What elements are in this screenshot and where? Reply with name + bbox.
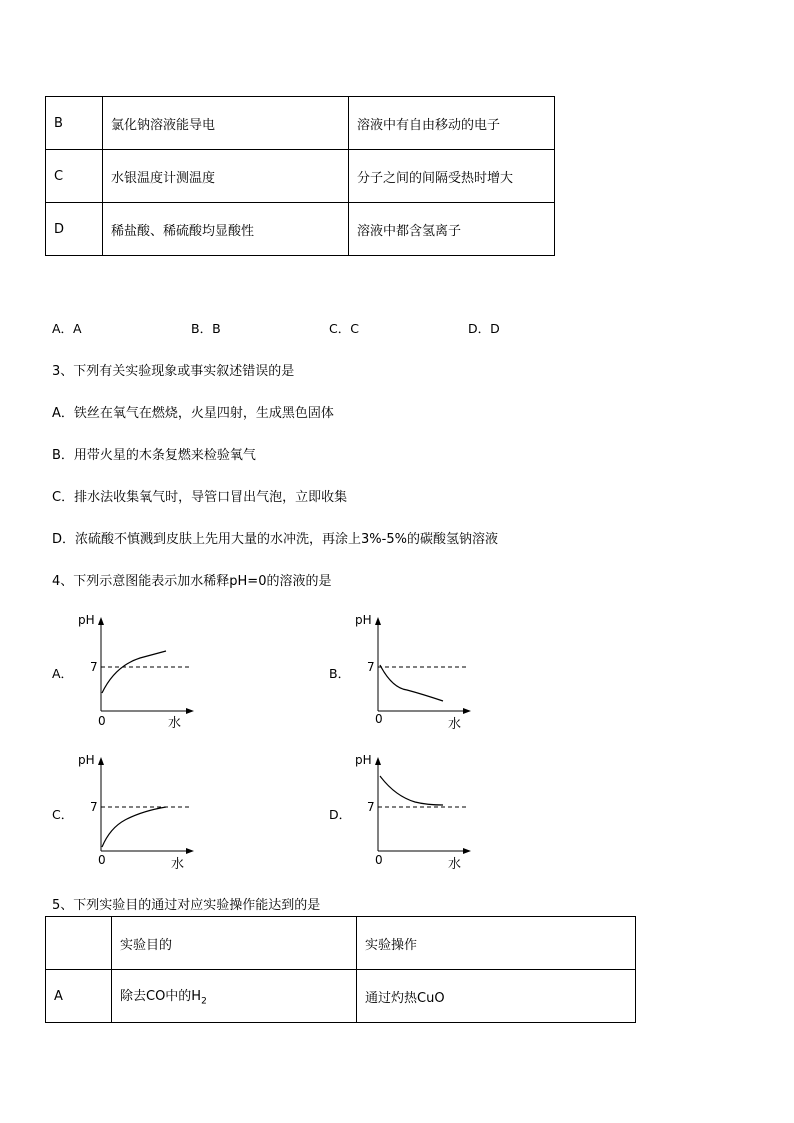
q3-option-d: D．浓硫酸不慎溅到皮肤上先用大量的水冲洗，再涂上3%-5%的碳酸氢钠溶液 <box>52 532 498 547</box>
ph-curve <box>102 651 166 693</box>
question-table-5 <box>45 916 636 1023</box>
question-table-1 <box>45 96 555 256</box>
ph-graph-a <box>70 608 200 733</box>
operation-cell: 通过灼热CuO <box>357 970 636 1023</box>
row-label: A <box>46 970 112 1023</box>
table-row <box>46 970 636 1023</box>
row-label: B <box>46 97 103 150</box>
ph-curve <box>380 776 443 805</box>
q5-stem: 5、下列实验目的通过对应实验操作能达到的是 <box>52 898 321 913</box>
q2-option-c: C．C <box>329 321 359 336</box>
purpose-cell <box>112 970 357 1023</box>
subscript-2: 2 <box>201 996 207 1007</box>
y-axis-arrow <box>98 757 104 765</box>
origin-label: 0 <box>98 853 106 867</box>
x-axis-arrow <box>186 848 194 854</box>
x-axis-label: 水 <box>448 717 462 732</box>
table-header-row <box>46 917 636 970</box>
header-cell-operation: 实验操作 <box>357 917 636 970</box>
q4-option-c-label: C． <box>52 807 74 822</box>
origin-label: 0 <box>375 853 383 867</box>
q3-option-c: C．排水法收集氧气时，导管口冒出气泡，立即收集 <box>52 490 348 505</box>
x-axis-arrow <box>463 848 471 854</box>
x-axis-label: 水 <box>168 716 182 731</box>
origin-label: 0 <box>375 712 383 726</box>
origin-label: 0 <box>98 714 106 728</box>
q4-option-b-label: B． <box>329 666 351 681</box>
y-axis-label: pH <box>78 613 95 627</box>
ref-line-label: 7 <box>367 660 375 674</box>
y-axis-label: pH <box>355 753 372 767</box>
q3-stem: 3、下列有关实验现象或事实叙述错误的是 <box>52 364 295 379</box>
ref-line-label: 7 <box>90 800 98 814</box>
q2-option-a: A．A <box>52 321 82 336</box>
q4-stem: 4、下列示意图能表示加水稀释pH=0的溶液的是 <box>52 574 332 589</box>
ph-graph-c <box>70 748 200 873</box>
q2-option-d: D．D <box>468 321 500 336</box>
ref-line-label: 7 <box>367 800 375 814</box>
x-axis-label: 水 <box>171 857 185 872</box>
row-label: D <box>46 203 103 256</box>
explanation-cell: 溶液中有自由移动的电子 <box>349 97 555 150</box>
y-axis-label: pH <box>78 753 95 767</box>
x-axis-arrow <box>186 708 194 714</box>
ph-graph-d <box>347 748 477 873</box>
y-axis-arrow <box>98 617 104 625</box>
table-row <box>46 97 555 150</box>
x-axis-arrow <box>463 708 471 714</box>
q4-option-d-label: D． <box>329 807 352 822</box>
x-axis-label: 水 <box>448 857 462 872</box>
header-cell-purpose: 实验目的 <box>112 917 357 970</box>
q4-option-a-label: A． <box>52 666 74 681</box>
phenomenon-cell: 稀盐酸、稀硫酸均显酸性 <box>103 203 349 256</box>
table-row <box>46 150 555 203</box>
q3-option-a: A．铁丝在氧气在燃烧，火星四射，生成黑色固体 <box>52 406 334 421</box>
explanation-cell: 分子之间的间隔受热时增大 <box>349 150 555 203</box>
phenomenon-cell: 氯化钠溶液能导电 <box>103 97 349 150</box>
explanation-cell: 溶液中都含氢离子 <box>349 203 555 256</box>
y-axis-arrow <box>375 757 381 765</box>
ph-curve <box>102 807 166 847</box>
ph-graph-b <box>347 608 477 733</box>
header-cell <box>46 917 112 970</box>
table-row <box>46 203 555 256</box>
q2-option-b: B．B <box>191 321 221 336</box>
row-label: C <box>46 150 103 203</box>
ph-curve <box>380 665 443 701</box>
y-axis-label: pH <box>355 613 372 627</box>
purpose-text: 除去CO中的H <box>120 989 202 1005</box>
q3-option-b: B．用带火星的木条复燃来检验氧气 <box>52 448 256 463</box>
y-axis-arrow <box>375 617 381 625</box>
phenomenon-cell: 水银温度计测温度 <box>103 150 349 203</box>
ref-line-label: 7 <box>90 660 98 674</box>
